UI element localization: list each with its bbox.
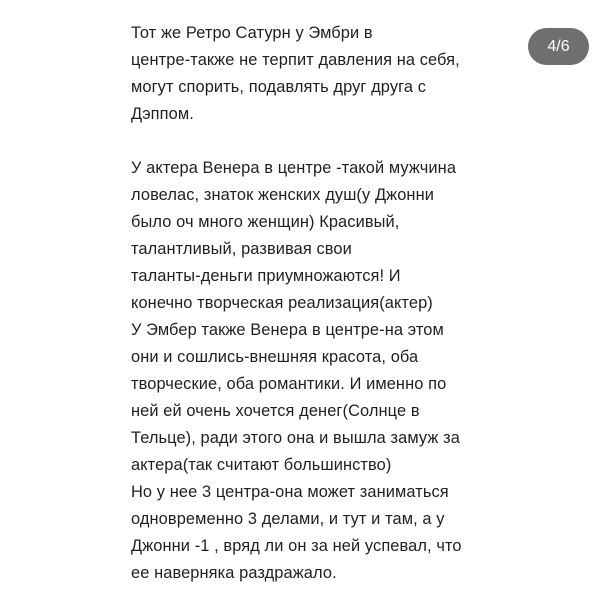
text-line: было оч много женщин) Красивый, — [131, 213, 400, 231]
text-line: Джонни -1 , вряд ли он за ней успевал, что — [131, 537, 462, 555]
text-line: ее наверняка раздражало. — [131, 564, 337, 582]
text-line: Дэппом. — [131, 105, 194, 123]
text-line: У Эмбер также Венера в центре-на этом — [131, 321, 444, 339]
text-line: одновременно 3 делами, и тут и там, а у — [131, 510, 445, 528]
text-line: ней ей очень хочется денег(Солнце в — [131, 402, 420, 420]
text-line: ловелас, знаток женских душ(у Джонни — [131, 186, 434, 204]
text-line: могут спорить, подавлять друг друга с — [131, 78, 427, 96]
text-line: творческие, оба романтики. И именно по — [131, 375, 447, 393]
text-line: Тельце), ради этого она и вышла замуж за — [131, 429, 460, 447]
blank-line — [131, 128, 501, 155]
text-line: У актера Венера в центре -такой мужчина — [131, 159, 457, 177]
post-text — [131, 20, 501, 587]
page-indicator-badge: 4/6 — [528, 28, 589, 65]
text-line: Тот же Ретро Сатурн у Эмбри в — [131, 24, 373, 42]
text-line: центре-также не терпит давления на себя, — [131, 51, 460, 69]
text-line: актера(так считают большинство) — [131, 456, 392, 474]
text-line: Но у нее 3 центра-она может заниматься — [131, 483, 449, 501]
text-line: талантливый, развивая свои — [131, 240, 352, 258]
text-line: таланты-деньги приумножаются! И — [131, 267, 401, 285]
text-line: конечно творческая реализация(актер) — [131, 294, 433, 312]
text-line: они и сошлись-внешняя красота, оба — [131, 348, 419, 366]
